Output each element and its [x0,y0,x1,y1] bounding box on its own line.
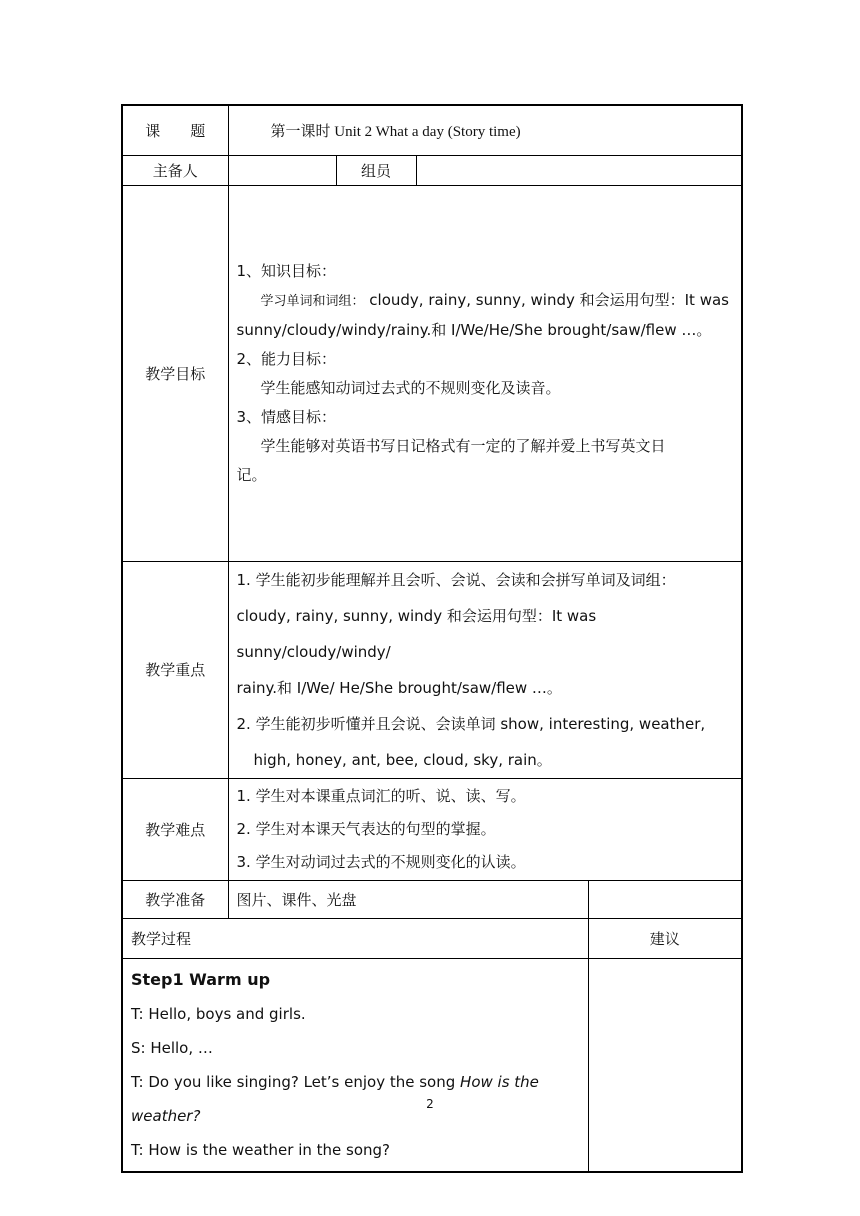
process-line: S: Hello, … [131,1038,213,1057]
key-points-content [228,561,742,778]
preparation-row [122,880,742,918]
difficulties-label: 教学难点 [122,778,228,880]
suggestion-content [588,958,742,1172]
preparation-note [588,880,742,918]
process-line: T: How is the weather in the song? [131,1140,391,1159]
preparation-label: 教学准备 [122,880,228,918]
difficulties-content [228,778,742,880]
objective-line: 记。 [236,465,267,484]
topic-value: 第一课时 Unit 2 What a day (Story time) [228,105,742,155]
key-points-label: 教学重点 [122,561,228,778]
process-header-row [122,918,742,958]
lesson-plan-table [121,104,743,1173]
song-title: How is the weather? [131,1072,539,1125]
preparer-label: 主备人 [122,155,228,185]
key-point-line: 2. 学生能初步听懂并且会说、会读单词 show, interesting, weather, [236,714,706,733]
suggestion-label: 建议 [588,918,742,958]
key-point-line: rainy.和 I/We/ He/She brought/saw/flew …。 [236,678,562,697]
objectives-row [122,185,742,561]
difficulty-line: 3. 学生对动词过去式的不规则变化的认读。 [236,852,526,871]
process-row [122,958,742,1172]
difficulty-line: 1. 学生对本课重点词汇的听、说、读、写。 [236,786,526,805]
difficulties-row [122,778,742,880]
process-line: T: Hello, boys and girls. [131,1004,306,1023]
key-point-line: 1. 学生能初步能理解并且会听、会说、会读和会拼写单词及词组： [236,570,676,589]
preparer-row [122,155,742,185]
topic-label: 课 题 [122,105,228,155]
objective-line: 学习单词和词组： cloudy, rainy, sunny, windy 和会运用句型：It was [260,290,729,309]
objective-line: 学生能感知动词过去式的不规则变化及读音。 [260,378,561,397]
key-points-row [122,561,742,778]
objective-line: sunny/cloudy/windy/rainy.和 I/We/He/She brought/saw/flew …。 [236,320,712,339]
page-number: 2 [426,1097,434,1111]
objective-line: 学生能够对英语书写日记格式有一定的了解并爱上书写英文日 [260,436,666,455]
key-point-line: cloudy, rainy, sunny, windy 和会运用句型：It was sunny/cloudy/windy/ [236,606,597,661]
objective-line: 3、情感目标： [236,407,337,426]
preparer-value [228,155,336,185]
process-line: T: Do you like singing? Let’s enjoy the song How is the weather? [131,1072,539,1125]
topic-row [122,105,742,155]
preparation-value: 图片、课件、光盘 [228,880,588,918]
objectives-label: 教学目标 [122,185,228,561]
process-label: 教学过程 [122,918,588,958]
key-point-line: high, honey, ant, bee, cloud, sky, rain。 [253,750,552,769]
members-value [416,155,742,185]
difficulty-line: 2. 学生对本课天气表达的句型的掌握。 [236,819,496,838]
objectives-content [228,185,742,561]
objective-line: 2、能力目标： [236,349,337,368]
members-label: 组员 [336,155,416,185]
objective-line: 1、知识目标： [236,261,337,280]
step-title: Step1 Warm up [131,969,271,989]
process-content [122,958,588,1172]
